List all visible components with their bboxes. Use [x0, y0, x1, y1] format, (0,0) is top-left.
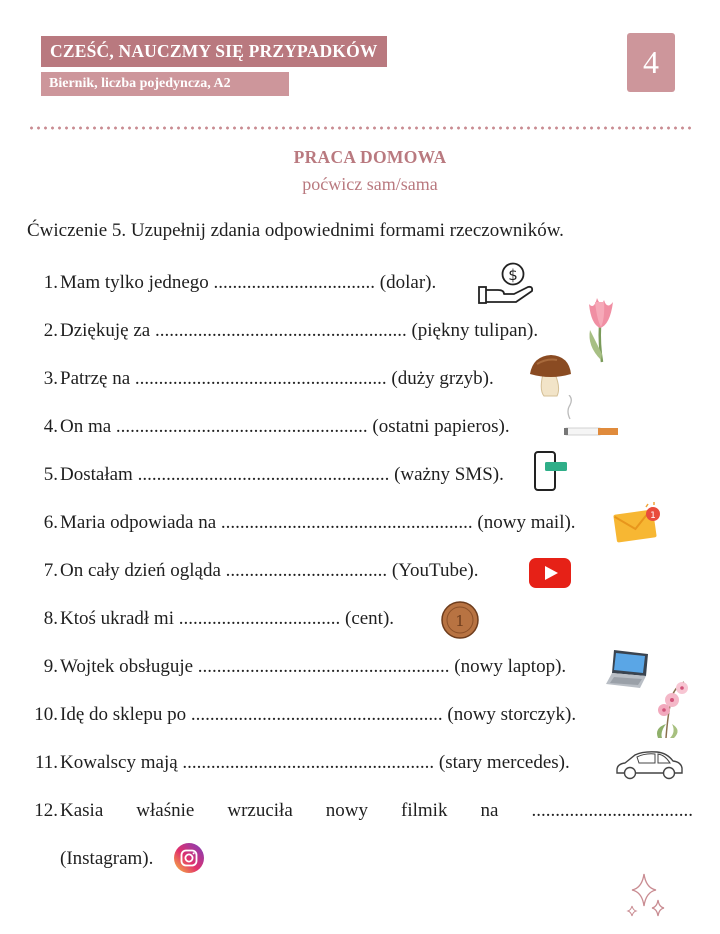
worksheet-subtitle: Biernik, liczba pojedyncza, A2 [41, 72, 289, 96]
word: Kasia [60, 800, 104, 821]
word: .................................. [531, 800, 693, 821]
item-text: On ma ..................................................... (ostatni papieros). [60, 416, 510, 437]
word: na [480, 800, 499, 821]
orchid-icon [642, 676, 694, 740]
item-text: Idę do sklepu po ..................................................... (nowy storczyk). [60, 704, 577, 725]
item-number: 6. [43, 512, 58, 533]
word: nowy [325, 800, 368, 821]
item-text: On cały dzień ogląda .................................. (YouTube). [60, 560, 479, 581]
item-number: 8. [43, 608, 58, 629]
exercise-instruction: Ćwiczenie 5. Uzupełnij zdania odpowiednimi formami rzeczowników. [27, 220, 564, 241]
instagram-icon [173, 842, 205, 874]
item-number: 10. [34, 704, 58, 725]
phone-sms-icon [533, 450, 569, 492]
sparkle-icon [626, 872, 666, 920]
svg-text:1: 1 [650, 511, 656, 521]
money-hand-icon [474, 261, 538, 307]
item-text: Ktoś ukradł mi .................................. (cent). [60, 608, 395, 629]
item-number: 4. [43, 416, 58, 437]
item-number: 1. [43, 272, 58, 293]
coin-icon [440, 600, 480, 640]
item-text: Kowalscy mają ..................................................... (stary mercedes). [60, 752, 570, 773]
item-number: 12. [34, 800, 58, 821]
item-text: (Instagram). [60, 848, 154, 869]
item-text: Dziękuję za ..................................................... (piękny tulipan). [60, 320, 539, 341]
mushroom-icon [527, 352, 573, 398]
page-number-badge: 4 [627, 33, 675, 92]
item-text: Wojtek obsługuje ..................................................... (nowy laptop). [60, 656, 567, 677]
item-text: Dostałam ..................................................... (ważny SMS). [60, 464, 504, 485]
cigarette-icon [560, 395, 620, 439]
item-number: 2. [43, 320, 58, 341]
item-number: 3. [43, 368, 58, 389]
car-icon [613, 748, 685, 782]
word: właśnie [136, 800, 195, 821]
svg-text:$: $ [508, 266, 518, 284]
item-number: 5. [43, 464, 58, 485]
item-number: 11. [34, 752, 58, 773]
item-text: Mam tylko jednego .................................. (dolar). [60, 272, 437, 293]
dotted-divider [28, 125, 692, 131]
homework-subtitle: poćwicz sam/sama [302, 174, 438, 194]
word: wrzuciła [227, 800, 293, 821]
word: filmik [401, 800, 448, 821]
item-text: Maria odpowiada na ..................................................... (nowy mail). [60, 512, 576, 533]
exercise-item-12-line [60, 800, 693, 822]
svg-text:1: 1 [455, 612, 465, 630]
item-number: 7. [43, 560, 58, 581]
tulip-icon [583, 296, 619, 364]
youtube-icon [528, 557, 572, 589]
homework-title: PRACA DOMOWA [293, 147, 447, 167]
worksheet-title: CZEŚĆ, NAUCZMY SIĘ PRZYPADKÓW [41, 36, 387, 67]
item-number: 9. [43, 656, 58, 677]
mail-icon [612, 502, 664, 544]
item-text: Patrzę na ..................................................... (duży grzyb). [60, 368, 494, 389]
